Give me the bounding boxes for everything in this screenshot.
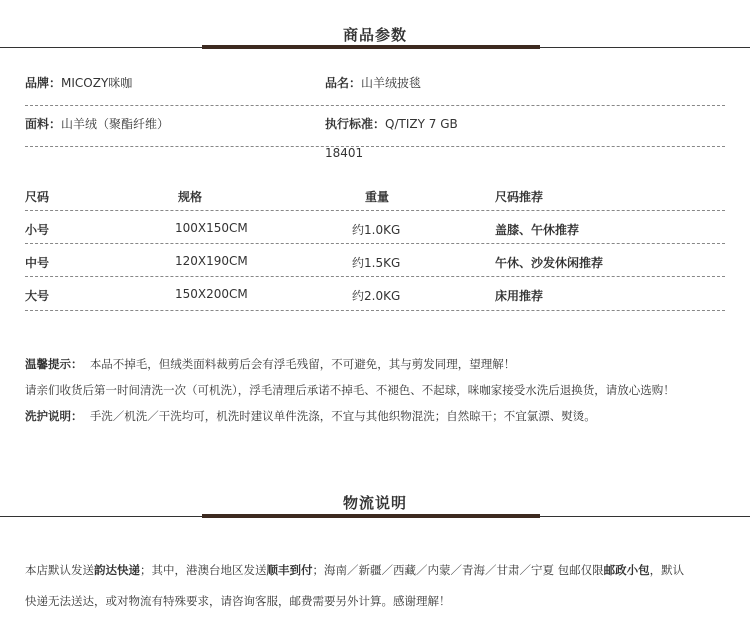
row-large-weight: 约2.0KG — [352, 289, 401, 303]
divider — [25, 210, 725, 211]
table-header-recommend: 尺码推荐 — [495, 190, 544, 204]
standard-value-cont: 18401 — [325, 146, 364, 160]
row-medium-recommend: 午休、沙发休闲推荐 — [495, 256, 604, 270]
logistics-section-title: 物流说明 — [342, 494, 407, 512]
product-name-label: 品名： — [325, 76, 362, 90]
row-small-spec: 100X150CM — [175, 221, 248, 235]
standard-value: Q/TIZY 7 GB — [385, 117, 458, 131]
fabric-value: 山羊绒（聚酯纤维） — [61, 117, 170, 131]
params-title-bar — [202, 45, 540, 49]
table-header-weight: 重量 — [365, 190, 390, 204]
logistics-title-bar — [202, 514, 540, 518]
notes-block — [25, 351, 735, 429]
row-small-size: 小号 — [25, 223, 50, 237]
standard-label: 执行标准： — [325, 117, 386, 131]
row-large-size: 大号 — [25, 289, 50, 303]
divider — [25, 310, 725, 311]
logistics-text: ；其中，港澳台地区发送 — [140, 563, 267, 577]
standard-field — [325, 115, 458, 132]
logistics-block — [25, 562, 730, 609]
product-name-field — [325, 74, 421, 91]
row-medium-spec: 120X190CM — [175, 254, 248, 268]
row-medium-weight: 约1.5KG — [352, 256, 401, 270]
postal-parcel: 邮政小包 — [603, 563, 650, 577]
default-courier: 韵达快递 — [94, 563, 140, 577]
row-medium-size: 中号 — [25, 256, 50, 270]
table-header-spec: 规格 — [178, 190, 203, 204]
care-label: 洗护说明： — [25, 409, 83, 423]
brand-label: 品牌： — [25, 76, 62, 90]
tip-line — [25, 351, 735, 377]
divider — [25, 276, 725, 277]
fabric-label: 面料： — [25, 117, 62, 131]
tip-line-2: 请亲们收货后第一时间清洗一次（可机洗），浮毛清理后承诺不掉毛、不褪色、不起球，咪咖家接受水洗后退换货，请放心选购！ — [25, 383, 675, 397]
logistics-text: 本店默认发送 — [25, 563, 94, 577]
divider — [25, 146, 725, 147]
logistics-line-1 — [25, 562, 730, 578]
params-section-title: 商品参数 — [342, 26, 407, 44]
row-small-recommend: 盖膝、午休推荐 — [495, 223, 580, 237]
divider — [25, 105, 725, 106]
logistics-text: ，默认 — [649, 563, 685, 577]
row-large-recommend: 床用推荐 — [495, 289, 544, 303]
care-text: 手洗／机洗／干洗均可，机洗时建议单件洗涤，不宜与其他织物混洗；自然晾干；不宜氯漂、熨烫。 — [89, 409, 596, 423]
brand-field — [25, 74, 132, 91]
tip-label: 温馨提示： — [25, 357, 83, 371]
fabric-field — [25, 115, 169, 132]
logistics-line-2: 快递无法送达，或对物流有特殊要求，请咨询客服，邮费需要另外计算。感谢理解！ — [25, 594, 451, 608]
tip-text: 本品不掉毛，但绒类面料裁剪后会有浮毛残留，不可避免，其与剪发同理，望理解！ — [89, 357, 516, 371]
divider — [25, 243, 725, 244]
row-small-weight: 约1.0KG — [352, 223, 401, 237]
product-name-value: 山羊绒披毯 — [361, 76, 422, 90]
logistics-text: ；海南／新疆／西藏／内蒙／青海／甘肃／宁夏 包邮仅限 — [312, 563, 604, 577]
sf-courier: 顺丰到付 — [266, 563, 313, 577]
brand-value: MICOZY咪咖 — [61, 76, 133, 90]
row-large-spec: 150X200CM — [175, 287, 248, 301]
care-line — [25, 403, 735, 429]
table-header-size: 尺码 — [25, 190, 50, 204]
